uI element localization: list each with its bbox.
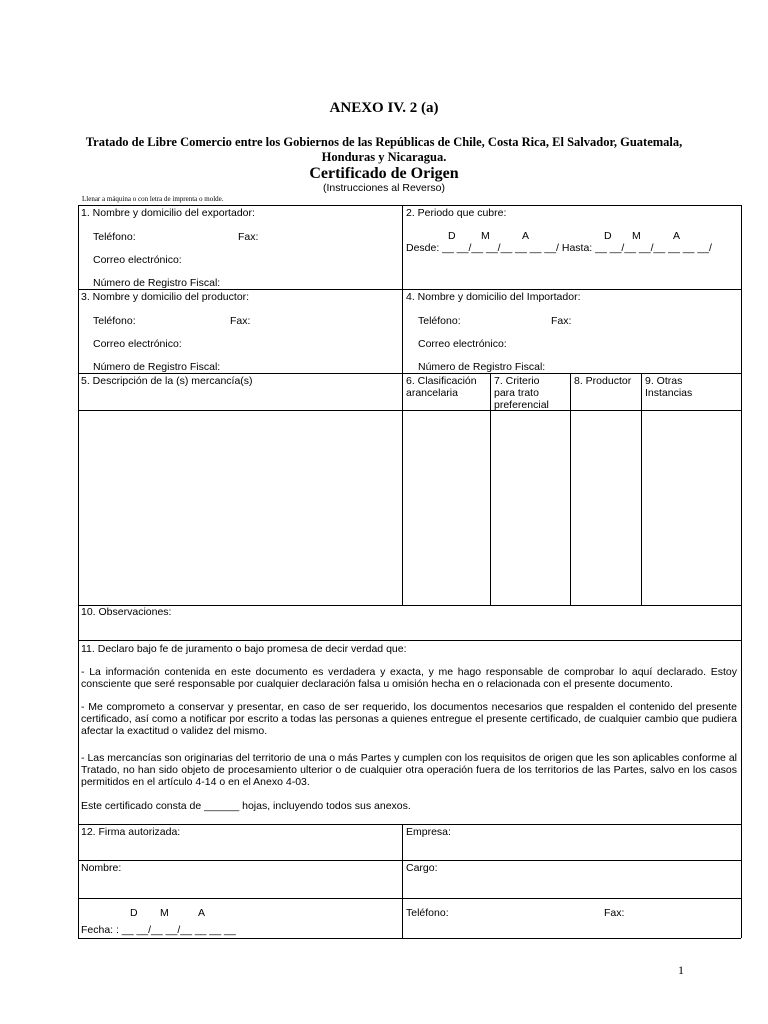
date-day-header: D <box>130 907 138 919</box>
producer-label: 3. Nombre y domicilio del productor: <box>81 291 250 303</box>
goods-description-header: 5. Descripción de la (s) mercancía(s) <box>81 375 253 387</box>
instructions-note: (Instrucciones al Reverso) <box>323 182 445 194</box>
period-from-year-header: A <box>522 230 530 242</box>
declaration-paragraph-1: - La información contenida en este documento es verdadera y exacta, y me hago responsable de comprobar lo aquí declarado. Estoy consciente que seré responsable por cualquier declaración falsa u omisión hecha en o relacionada con el presente documento. <box>81 666 737 690</box>
exporter-fax-label: Fax: <box>238 231 259 243</box>
exporter-tax-id-label: Número de Registro Fiscal: <box>93 277 221 289</box>
tariff-classification-header: 6. Clasificación arancelaria <box>406 375 477 399</box>
declaration-label: 11. Declaro bajo fe de juramento o bajo promesa de decir verdad que: <box>81 643 407 655</box>
company-label: Empresa: <box>406 826 451 838</box>
producer-email-label: Correo electrónico: <box>93 338 182 350</box>
preference-criterion-header: 7. Criterio para trato preferencial <box>494 375 549 411</box>
importer-fax-label: Fax: <box>551 315 572 327</box>
period-from-day-header: D <box>448 230 456 242</box>
preference-criterion-cell[interactable] <box>491 411 569 604</box>
sheet-count-statement: Este certificado consta de ______ hojas, incluyendo todos sus anexos. <box>81 800 411 812</box>
authorized-signature-label: 12. Firma autorizada: <box>81 826 181 838</box>
period-to-day-header: D <box>604 230 612 242</box>
signer-fax-label: Fax: <box>604 907 625 919</box>
importer-tax-id-label: Número de Registro Fiscal: <box>418 361 546 373</box>
period-to-month-header: M <box>632 230 641 242</box>
document-title: Certificado de Origen <box>309 165 459 182</box>
producer-fax-label: Fax: <box>230 315 251 327</box>
treaty-line-2: Honduras y Nicaragua. <box>321 150 447 164</box>
name-label: Nombre: <box>81 862 122 874</box>
tariff-classification-cell[interactable] <box>403 411 489 604</box>
treaty-line-1: Tratado de Libre Comercio entre los Gobiernos de las Repúblicas de Chile, Costa Rica, El Salvador, Guatemala, <box>85 135 683 149</box>
date-year-header: A <box>198 907 206 919</box>
producer-column-header: 8. Productor <box>574 375 632 387</box>
exporter-label: 1. Nombre y domicilio del exportador: <box>81 207 255 219</box>
date-field[interactable]: Fecha: : __ __/__ __/__ __ __ __ <box>81 924 236 936</box>
producer-cell[interactable] <box>571 411 640 604</box>
annex-title: ANEXO IV. 2 (a) <box>329 100 439 116</box>
page-number: 1 <box>678 963 684 977</box>
position-label: Cargo: <box>406 862 438 874</box>
period-from-month-header: M <box>481 230 490 242</box>
observations-label: 10. Observaciones: <box>81 606 172 618</box>
exporter-email-label: Correo electrónico: <box>93 254 182 266</box>
importer-phone-label: Teléfono: <box>418 315 461 327</box>
period-to-year-header: A <box>673 230 681 242</box>
importer-email-label: Correo electrónico: <box>418 338 507 350</box>
importer-label: 4. Nombre y domicilio del Importador: <box>406 291 581 303</box>
signer-phone-label: Teléfono: <box>406 907 449 919</box>
declaration-paragraph-2: - Me comprometo a conservar y presentar, en caso de ser requerido, los documentos necesarios que respalden el contenido del presente certificado, así como a notificar por escrito a todas las personas a quienes entregue el presente certificado, de cualquier cambio que pudiera afectar la exactitud o validez del mismo. <box>81 701 737 737</box>
other-instances-cell[interactable] <box>642 411 740 604</box>
date-month-header: M <box>160 907 169 919</box>
period-range-field[interactable]: Desde: __ __/__ __/__ __ __ __/ Hasta: __ __/__ __/__ __ __ __/ <box>406 242 712 254</box>
fill-note: Llenar a máquina o con letra de imprenta o molde. <box>82 195 224 203</box>
period-label: 2. Periodo que cubre: <box>406 207 507 219</box>
producer-phone-label: Teléfono: <box>93 315 136 327</box>
goods-description-cell[interactable] <box>79 411 401 604</box>
exporter-phone-label: Teléfono: <box>93 231 136 243</box>
declaration-paragraph-3: - Las mercancías son originarias del territorio de una o más Partes y cumplen con los requisitos de origen que les son aplicables conforme al Tratado, no han sido objeto de procesamiento ulterior o de cualquier otra operación fuera de los territorios de las Partes, salvo en los casos permitidos en el artículo 4-14 o en el Anexo 4-03. <box>81 752 737 788</box>
other-instances-header: 9. Otras Instancias <box>645 375 693 399</box>
producer-tax-id-label: Número de Registro Fiscal: <box>93 361 221 373</box>
